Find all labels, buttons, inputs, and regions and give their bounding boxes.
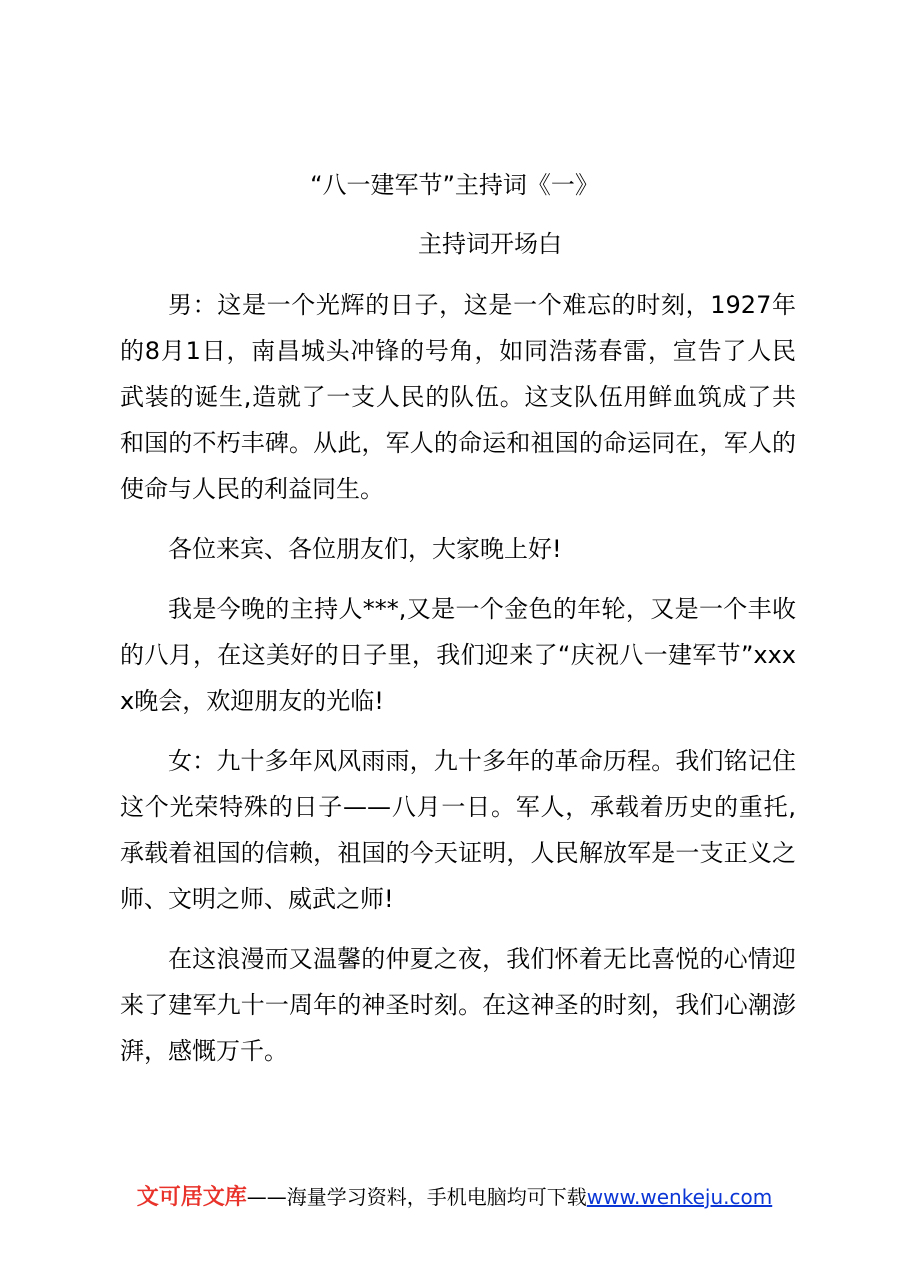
paragraph: 我是今晚的主持人***,又是一个金色的年轮，又是一个丰收的八月，在这美好的日子里，我们迎来了“庆祝八一建军节”xxxx晚会，欢迎朋友的光临! xyxy=(120,595,796,715)
paragraph: 在这浪漫而又温馨的仲夏之夜，我们怀着无比喜悦的心情迎来了建军九十一周年的神圣时刻。在这神圣的时刻，我们心潮澎湃，感慨万千。 xyxy=(120,945,796,1065)
footer-link[interactable]: www.wenkeju.com xyxy=(586,1185,773,1209)
footer-banner xyxy=(0,1182,909,1213)
paragraph: 各位来宾、各位朋友们，大家晚上好! xyxy=(168,535,562,563)
paragraph: 男：这是一个光辉的日子，这是一个难忘的时刻，1927年的8月1日，南昌城头冲锋的号角，如同浩荡春雷，宣告了人民武装的诞生,造就了一支人民的队伍。这支队伍用鲜血筑成了共和国的不朽丰碑。从此，军人的命运和祖国的命运同在，军人的使命与人民的利益同生。 xyxy=(120,291,796,503)
paragraph: 女：九十多年风风雨雨，九十多年的革命历程。我们铭记住这个光荣特殊的日子——八月一日。军人，承载着历史的重托,承载着祖国的信赖，祖国的今天证明，人民解放军是一支正义之师、文明之师、威武之师! xyxy=(120,747,796,913)
document-subtitle: 主持词开场白 xyxy=(418,230,562,258)
footer-tagline: ——海量学习资料，手机电脑均可下载 xyxy=(246,1185,587,1209)
document-body xyxy=(120,282,796,1088)
document-title: “八一建军节”主持词《一》 xyxy=(310,171,599,199)
footer-brand: 文可居文库 xyxy=(136,1185,247,1210)
